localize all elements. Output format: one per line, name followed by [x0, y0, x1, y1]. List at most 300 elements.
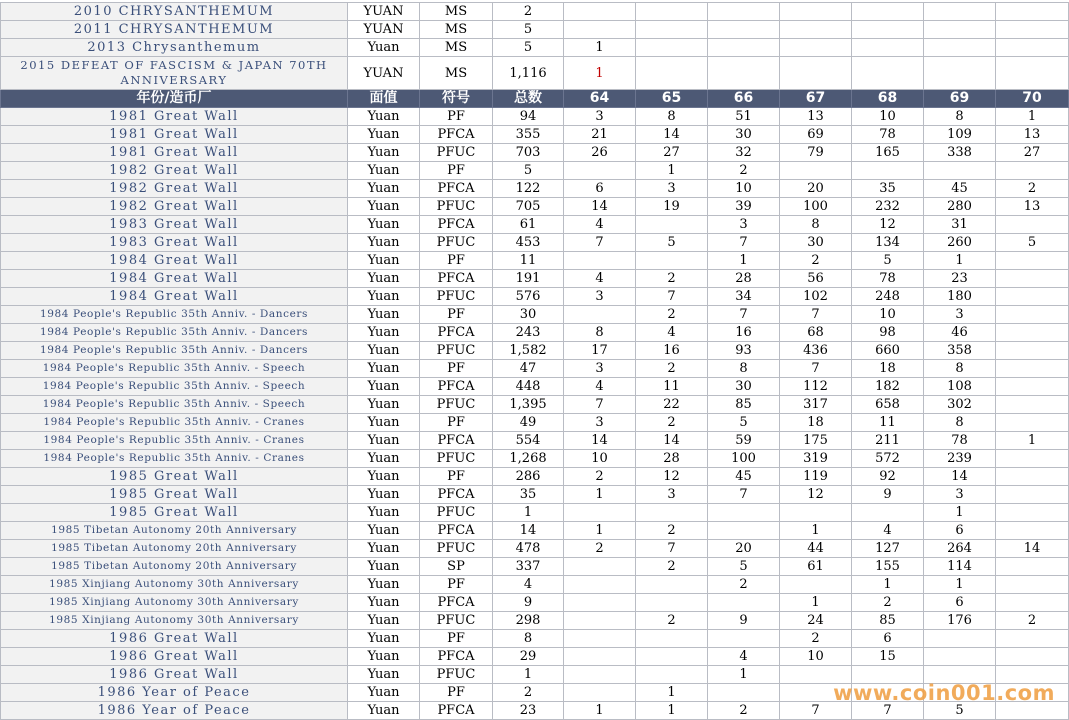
cell-grade-count[interactable]: [996, 216, 1069, 234]
cell-designation[interactable]: PFUC: [420, 540, 493, 558]
cell-coin-name[interactable]: 2011 CHRYSANTHEMUM: [1, 21, 348, 39]
cell-total[interactable]: 9: [493, 594, 564, 612]
cell-grade-count[interactable]: 30: [708, 378, 780, 396]
cell-grade-count[interactable]: 1: [996, 432, 1069, 450]
cell-grade-count[interactable]: [996, 414, 1069, 432]
cell-grade-count[interactable]: [996, 360, 1069, 378]
cell-grade-count[interactable]: [636, 576, 708, 594]
cell-coin-name[interactable]: 1982 Great Wall: [1, 162, 348, 180]
cell-designation[interactable]: PFCA: [420, 594, 493, 612]
cell-grade-count[interactable]: 2: [708, 702, 780, 720]
cell-denomination[interactable]: Yuan: [348, 252, 420, 270]
cell-denomination[interactable]: Yuan: [348, 558, 420, 576]
cell-grade-count[interactable]: 2: [636, 522, 708, 540]
cell-coin-name[interactable]: 2015 DEFEAT OF FASCISM & JAPAN 70TH ANNIVERSARY: [1, 57, 348, 90]
cell-coin-name[interactable]: 1986 Year of Peace: [1, 684, 348, 702]
cell-denomination[interactable]: Yuan: [348, 180, 420, 198]
cell-grade-count[interactable]: [996, 558, 1069, 576]
cell-grade-count[interactable]: 6: [852, 630, 924, 648]
cell-grade-count[interactable]: [924, 3, 996, 21]
cell-grade-count[interactable]: 51: [708, 108, 780, 126]
cell-coin-name[interactable]: 1981 Great Wall: [1, 108, 348, 126]
cell-grade-count[interactable]: 100: [708, 450, 780, 468]
cell-grade-count[interactable]: 1: [780, 522, 852, 540]
cell-designation[interactable]: PFUC: [420, 666, 493, 684]
cell-grade-count[interactable]: [996, 288, 1069, 306]
cell-grade-count[interactable]: 9: [708, 612, 780, 630]
cell-grade-count[interactable]: 3: [924, 486, 996, 504]
cell-denomination[interactable]: Yuan: [348, 594, 420, 612]
cell-grade-count[interactable]: 68: [780, 324, 852, 342]
cell-grade-count[interactable]: [996, 342, 1069, 360]
cell-grade-count[interactable]: 46: [924, 324, 996, 342]
cell-grade-count[interactable]: [708, 522, 780, 540]
cell-denomination[interactable]: Yuan: [348, 216, 420, 234]
cell-denomination[interactable]: YUAN: [348, 3, 420, 21]
cell-coin-name[interactable]: 1984 People's Republic 35th Anniv. - Speech: [1, 396, 348, 414]
cell-grade-count[interactable]: 232: [852, 198, 924, 216]
cell-grade-count[interactable]: 9: [852, 486, 924, 504]
cell-grade-count[interactable]: [708, 684, 780, 702]
cell-grade-count[interactable]: 2: [996, 612, 1069, 630]
cell-grade-count[interactable]: 18: [852, 360, 924, 378]
cell-grade-count[interactable]: 24: [780, 612, 852, 630]
cell-designation[interactable]: PF: [420, 468, 493, 486]
cell-grade-count[interactable]: 27: [636, 144, 708, 162]
cell-designation[interactable]: PFUC: [420, 450, 493, 468]
cell-grade-count[interactable]: 16: [636, 342, 708, 360]
cell-designation[interactable]: MS: [420, 3, 493, 21]
cell-denomination[interactable]: Yuan: [348, 270, 420, 288]
cell-grade-count[interactable]: [564, 3, 636, 21]
cell-grade-count[interactable]: [996, 21, 1069, 39]
cell-grade-count[interactable]: [996, 522, 1069, 540]
cell-denomination[interactable]: Yuan: [348, 198, 420, 216]
cell-grade-count[interactable]: 127: [852, 540, 924, 558]
cell-grade-count[interactable]: [636, 3, 708, 21]
cell-grade-count[interactable]: 45: [924, 180, 996, 198]
cell-designation[interactable]: PFCA: [420, 324, 493, 342]
cell-grade-count[interactable]: [780, 576, 852, 594]
cell-total[interactable]: 11: [493, 252, 564, 270]
cell-designation[interactable]: PFCA: [420, 486, 493, 504]
cell-grade-count[interactable]: [996, 162, 1069, 180]
cell-grade-count[interactable]: 59: [708, 432, 780, 450]
cell-denomination[interactable]: Yuan: [348, 540, 420, 558]
cell-grade-count[interactable]: 2: [996, 180, 1069, 198]
cell-grade-count[interactable]: 7: [852, 702, 924, 720]
cell-grade-count[interactable]: 317: [780, 396, 852, 414]
cell-grade-count[interactable]: [708, 630, 780, 648]
cell-total[interactable]: 191: [493, 270, 564, 288]
cell-grade-count[interactable]: 14: [636, 432, 708, 450]
cell-grade-count[interactable]: 100: [780, 198, 852, 216]
cell-grade-count[interactable]: [564, 504, 636, 522]
cell-grade-count[interactable]: 3: [564, 108, 636, 126]
cell-grade-count[interactable]: 18: [780, 414, 852, 432]
cell-grade-count[interactable]: 1: [708, 666, 780, 684]
cell-denomination[interactable]: Yuan: [348, 684, 420, 702]
cell-grade-count[interactable]: [708, 21, 780, 39]
cell-grade-count[interactable]: 11: [636, 378, 708, 396]
cell-grade-count[interactable]: 102: [780, 288, 852, 306]
cell-denomination[interactable]: Yuan: [348, 522, 420, 540]
cell-grade-count[interactable]: 14: [996, 540, 1069, 558]
cell-grade-count[interactable]: [636, 39, 708, 57]
cell-grade-count[interactable]: [996, 396, 1069, 414]
cell-grade-count[interactable]: [996, 504, 1069, 522]
cell-coin-name[interactable]: 1985 Tibetan Autonomy 20th Anniversary: [1, 522, 348, 540]
cell-grade-count[interactable]: 2: [564, 540, 636, 558]
cell-grade-count[interactable]: 1: [564, 522, 636, 540]
cell-grade-count[interactable]: 4: [708, 648, 780, 666]
cell-grade-count[interactable]: 27: [996, 144, 1069, 162]
cell-coin-name[interactable]: 1983 Great Wall: [1, 234, 348, 252]
cell-designation[interactable]: SP: [420, 558, 493, 576]
cell-designation[interactable]: PFUC: [420, 504, 493, 522]
cell-coin-name[interactable]: 1985 Tibetan Autonomy 20th Anniversary: [1, 558, 348, 576]
cell-designation[interactable]: PFUC: [420, 342, 493, 360]
cell-grade-count[interactable]: 1: [780, 594, 852, 612]
cell-grade-count[interactable]: 112: [780, 378, 852, 396]
cell-grade-count[interactable]: 5: [996, 234, 1069, 252]
cell-grade-count[interactable]: 3: [924, 306, 996, 324]
cell-coin-name[interactable]: 1984 People's Republic 35th Anniv. - Cranes: [1, 432, 348, 450]
cell-grade-count[interactable]: 3: [636, 180, 708, 198]
cell-grade-count[interactable]: 20: [708, 540, 780, 558]
cell-total[interactable]: 243: [493, 324, 564, 342]
header-grade-68[interactable]: 68: [852, 90, 924, 108]
cell-grade-count[interactable]: 2: [852, 594, 924, 612]
cell-grade-count[interactable]: 4: [636, 324, 708, 342]
cell-denomination[interactable]: Yuan: [348, 468, 420, 486]
cell-grade-count[interactable]: 35: [852, 180, 924, 198]
cell-grade-count[interactable]: 31: [924, 216, 996, 234]
header-grade-70[interactable]: 70: [996, 90, 1069, 108]
cell-grade-count[interactable]: 1: [564, 702, 636, 720]
cell-grade-count[interactable]: 4: [564, 216, 636, 234]
cell-grade-count[interactable]: [780, 3, 852, 21]
cell-grade-count[interactable]: 15: [852, 648, 924, 666]
cell-grade-count[interactable]: 7: [708, 486, 780, 504]
cell-grade-count[interactable]: 10: [780, 648, 852, 666]
cell-coin-name[interactable]: 2010 CHRYSANTHEMUM: [1, 3, 348, 21]
cell-total[interactable]: 286: [493, 468, 564, 486]
cell-grade-count[interactable]: 30: [708, 126, 780, 144]
cell-grade-count[interactable]: 2: [636, 270, 708, 288]
cell-grade-count[interactable]: 114: [924, 558, 996, 576]
cell-grade-count[interactable]: 211: [852, 432, 924, 450]
cell-designation[interactable]: PF: [420, 414, 493, 432]
cell-total[interactable]: 2: [493, 684, 564, 702]
cell-grade-count[interactable]: 436: [780, 342, 852, 360]
cell-grade-count[interactable]: 2: [780, 252, 852, 270]
cell-grade-count[interactable]: 16: [708, 324, 780, 342]
cell-grade-count[interactable]: [780, 162, 852, 180]
cell-denomination[interactable]: Yuan: [348, 39, 420, 57]
cell-grade-count[interactable]: [636, 252, 708, 270]
cell-designation[interactable]: PF: [420, 162, 493, 180]
cell-total[interactable]: 5: [493, 162, 564, 180]
cell-designation[interactable]: PF: [420, 108, 493, 126]
cell-grade-count[interactable]: 30: [780, 234, 852, 252]
cell-total[interactable]: 47: [493, 360, 564, 378]
cell-grade-count[interactable]: [996, 630, 1069, 648]
cell-grade-count[interactable]: 6: [924, 522, 996, 540]
cell-coin-name[interactable]: 1984 People's Republic 35th Anniv. - Dancers: [1, 324, 348, 342]
header-grade-67[interactable]: 67: [780, 90, 852, 108]
cell-grade-count[interactable]: 109: [924, 126, 996, 144]
cell-grade-count[interactable]: 3: [564, 360, 636, 378]
cell-coin-name[interactable]: 1986 Great Wall: [1, 630, 348, 648]
cell-grade-count[interactable]: [708, 594, 780, 612]
cell-grade-count[interactable]: [564, 252, 636, 270]
cell-grade-count[interactable]: 45: [708, 468, 780, 486]
cell-total[interactable]: 1: [493, 666, 564, 684]
cell-grade-count[interactable]: [636, 594, 708, 612]
cell-grade-count[interactable]: 3: [636, 486, 708, 504]
cell-grade-count[interactable]: 7: [636, 540, 708, 558]
cell-grade-count[interactable]: [852, 21, 924, 39]
cell-grade-count[interactable]: 155: [852, 558, 924, 576]
cell-grade-count[interactable]: 20: [780, 180, 852, 198]
cell-total[interactable]: 5: [493, 39, 564, 57]
cell-designation[interactable]: MS: [420, 21, 493, 39]
cell-grade-count[interactable]: 11: [852, 414, 924, 432]
cell-coin-name[interactable]: 1981 Great Wall: [1, 126, 348, 144]
cell-grade-count[interactable]: 134: [852, 234, 924, 252]
cell-designation[interactable]: PF: [420, 306, 493, 324]
cell-grade-count[interactable]: 338: [924, 144, 996, 162]
cell-grade-count[interactable]: [924, 630, 996, 648]
cell-grade-count[interactable]: 4: [564, 270, 636, 288]
cell-grade-count[interactable]: [636, 648, 708, 666]
cell-grade-count[interactable]: 28: [708, 270, 780, 288]
cell-grade-count[interactable]: 12: [852, 216, 924, 234]
cell-grade-count[interactable]: 2: [636, 306, 708, 324]
cell-grade-count[interactable]: 5: [924, 702, 996, 720]
cell-grade-count[interactable]: 4: [852, 522, 924, 540]
cell-total[interactable]: 122: [493, 180, 564, 198]
cell-coin-name[interactable]: 2013 Chrysanthemum: [1, 39, 348, 57]
cell-grade-count[interactable]: [780, 39, 852, 57]
cell-coin-name[interactable]: 1985 Great Wall: [1, 468, 348, 486]
cell-coin-name[interactable]: 1984 Great Wall: [1, 270, 348, 288]
header-name[interactable]: 年份/造币厂: [1, 90, 348, 108]
cell-grade-count[interactable]: 10: [564, 450, 636, 468]
cell-denomination[interactable]: YUAN: [348, 57, 420, 90]
cell-total[interactable]: 14: [493, 522, 564, 540]
cell-grade-count[interactable]: [636, 504, 708, 522]
cell-grade-count[interactable]: 6: [564, 180, 636, 198]
cell-grade-count[interactable]: 1: [564, 39, 636, 57]
cell-grade-count[interactable]: [924, 21, 996, 39]
cell-grade-count[interactable]: 7: [708, 234, 780, 252]
cell-grade-count[interactable]: [564, 306, 636, 324]
cell-grade-count[interactable]: [996, 468, 1069, 486]
cell-designation[interactable]: PFCA: [420, 378, 493, 396]
cell-grade-count[interactable]: 1: [564, 486, 636, 504]
cell-denomination[interactable]: Yuan: [348, 396, 420, 414]
cell-denomination[interactable]: Yuan: [348, 612, 420, 630]
cell-denomination[interactable]: Yuan: [348, 342, 420, 360]
cell-grade-count[interactable]: 2: [636, 360, 708, 378]
cell-grade-count[interactable]: 13: [996, 126, 1069, 144]
cell-designation[interactable]: PFCA: [420, 522, 493, 540]
cell-grade-count[interactable]: 4: [564, 378, 636, 396]
cell-grade-count[interactable]: 93: [708, 342, 780, 360]
header-grade-65[interactable]: 65: [636, 90, 708, 108]
cell-total[interactable]: 448: [493, 378, 564, 396]
cell-total[interactable]: 23: [493, 702, 564, 720]
cell-designation[interactable]: PFUC: [420, 198, 493, 216]
cell-grade-count[interactable]: 658: [852, 396, 924, 414]
cell-grade-count[interactable]: 85: [708, 396, 780, 414]
cell-total[interactable]: 29: [493, 648, 564, 666]
cell-grade-count[interactable]: 248: [852, 288, 924, 306]
cell-denomination[interactable]: Yuan: [348, 306, 420, 324]
cell-grade-count[interactable]: [924, 57, 996, 90]
cell-grade-count[interactable]: 92: [852, 468, 924, 486]
cell-grade-count[interactable]: 8: [780, 216, 852, 234]
cell-grade-count[interactable]: 264: [924, 540, 996, 558]
cell-grade-count[interactable]: 280: [924, 198, 996, 216]
cell-grade-count[interactable]: 175: [780, 432, 852, 450]
cell-denomination[interactable]: Yuan: [348, 648, 420, 666]
cell-coin-name[interactable]: 1985 Tibetan Autonomy 20th Anniversary: [1, 540, 348, 558]
cell-grade-count[interactable]: 176: [924, 612, 996, 630]
cell-total[interactable]: 1,582: [493, 342, 564, 360]
cell-grade-count[interactable]: [564, 558, 636, 576]
cell-designation[interactable]: PFCA: [420, 216, 493, 234]
cell-grade-count[interactable]: 7: [780, 702, 852, 720]
cell-designation[interactable]: PFUC: [420, 144, 493, 162]
cell-grade-count[interactable]: [636, 216, 708, 234]
cell-grade-count[interactable]: [564, 21, 636, 39]
cell-grade-count[interactable]: 8: [924, 108, 996, 126]
cell-total[interactable]: 478: [493, 540, 564, 558]
cell-coin-name[interactable]: 1981 Great Wall: [1, 144, 348, 162]
cell-grade-count[interactable]: 56: [780, 270, 852, 288]
header-total[interactable]: 总数: [493, 90, 564, 108]
cell-denomination[interactable]: Yuan: [348, 360, 420, 378]
cell-total[interactable]: 1,116: [493, 57, 564, 90]
cell-grade-count[interactable]: 85: [852, 612, 924, 630]
cell-grade-count[interactable]: 1: [852, 576, 924, 594]
header-mark[interactable]: 符号: [420, 90, 493, 108]
cell-total[interactable]: 2: [493, 3, 564, 21]
header-grade-69[interactable]: 69: [924, 90, 996, 108]
cell-grade-count[interactable]: [564, 576, 636, 594]
cell-grade-count[interactable]: [924, 162, 996, 180]
cell-grade-count[interactable]: [780, 21, 852, 39]
cell-total[interactable]: 4: [493, 576, 564, 594]
cell-grade-count[interactable]: [636, 666, 708, 684]
cell-denomination[interactable]: Yuan: [348, 234, 420, 252]
cell-grade-count[interactable]: 19: [636, 198, 708, 216]
cell-grade-count[interactable]: 8: [636, 108, 708, 126]
cell-coin-name[interactable]: 1984 People's Republic 35th Anniv. - Speech: [1, 360, 348, 378]
cell-grade-count[interactable]: 69: [780, 126, 852, 144]
cell-grade-count[interactable]: [636, 21, 708, 39]
cell-grade-count[interactable]: 7: [780, 306, 852, 324]
cell-designation[interactable]: MS: [420, 39, 493, 57]
cell-grade-count[interactable]: [996, 450, 1069, 468]
cell-total[interactable]: 705: [493, 198, 564, 216]
cell-designation[interactable]: PFUC: [420, 288, 493, 306]
cell-grade-count[interactable]: 319: [780, 450, 852, 468]
cell-grade-count[interactable]: 2: [708, 162, 780, 180]
cell-designation[interactable]: PFCA: [420, 432, 493, 450]
cell-grade-count[interactable]: 5: [636, 234, 708, 252]
cell-grade-count[interactable]: 17: [564, 342, 636, 360]
cell-grade-count[interactable]: 8: [564, 324, 636, 342]
cell-designation[interactable]: PFUC: [420, 396, 493, 414]
cell-grade-count[interactable]: 108: [924, 378, 996, 396]
cell-grade-count[interactable]: 79: [780, 144, 852, 162]
cell-denomination[interactable]: Yuan: [348, 504, 420, 522]
cell-total[interactable]: 1,268: [493, 450, 564, 468]
cell-grade-count[interactable]: 10: [852, 108, 924, 126]
cell-grade-count[interactable]: 180: [924, 288, 996, 306]
cell-grade-count[interactable]: 61: [780, 558, 852, 576]
cell-grade-count[interactable]: [852, 3, 924, 21]
cell-grade-count[interactable]: [996, 3, 1069, 21]
cell-grade-count[interactable]: [852, 162, 924, 180]
cell-grade-count[interactable]: [996, 378, 1069, 396]
cell-total[interactable]: 453: [493, 234, 564, 252]
cell-grade-count[interactable]: 10: [708, 180, 780, 198]
cell-grade-count[interactable]: 39: [708, 198, 780, 216]
cell-denomination[interactable]: YUAN: [348, 21, 420, 39]
cell-grade-count[interactable]: [924, 39, 996, 57]
cell-grade-count[interactable]: 34: [708, 288, 780, 306]
cell-grade-count[interactable]: 1: [636, 702, 708, 720]
cell-denomination[interactable]: Yuan: [348, 432, 420, 450]
cell-grade-count[interactable]: [996, 576, 1069, 594]
cell-grade-count[interactable]: [996, 594, 1069, 612]
cell-grade-count[interactable]: 1: [924, 252, 996, 270]
cell-denomination[interactable]: Yuan: [348, 702, 420, 720]
cell-grade-count[interactable]: [564, 594, 636, 612]
cell-grade-count[interactable]: 8: [924, 414, 996, 432]
cell-total[interactable]: 554: [493, 432, 564, 450]
cell-grade-count[interactable]: [636, 57, 708, 90]
cell-coin-name[interactable]: 1984 Great Wall: [1, 288, 348, 306]
cell-denomination[interactable]: Yuan: [348, 324, 420, 342]
cell-grade-count[interactable]: 14: [564, 432, 636, 450]
cell-grade-count[interactable]: 358: [924, 342, 996, 360]
cell-grade-count[interactable]: 2: [780, 630, 852, 648]
cell-denomination[interactable]: Yuan: [348, 126, 420, 144]
cell-grade-count[interactable]: 78: [852, 126, 924, 144]
cell-coin-name[interactable]: 1985 Great Wall: [1, 504, 348, 522]
cell-grade-count[interactable]: 13: [996, 198, 1069, 216]
cell-coin-name[interactable]: 1982 Great Wall: [1, 180, 348, 198]
cell-designation[interactable]: PFCA: [420, 702, 493, 720]
cell-grade-count[interactable]: [996, 306, 1069, 324]
cell-denomination[interactable]: Yuan: [348, 486, 420, 504]
cell-grade-count[interactable]: 7: [564, 234, 636, 252]
cell-designation[interactable]: PF: [420, 252, 493, 270]
cell-coin-name[interactable]: 1984 People's Republic 35th Anniv. - Dancers: [1, 306, 348, 324]
cell-grade-count[interactable]: 165: [852, 144, 924, 162]
cell-grade-count[interactable]: 5: [852, 252, 924, 270]
cell-grade-count[interactable]: 239: [924, 450, 996, 468]
cell-designation[interactable]: PFCA: [420, 180, 493, 198]
cell-grade-count[interactable]: [708, 57, 780, 90]
cell-grade-count[interactable]: 2: [636, 414, 708, 432]
